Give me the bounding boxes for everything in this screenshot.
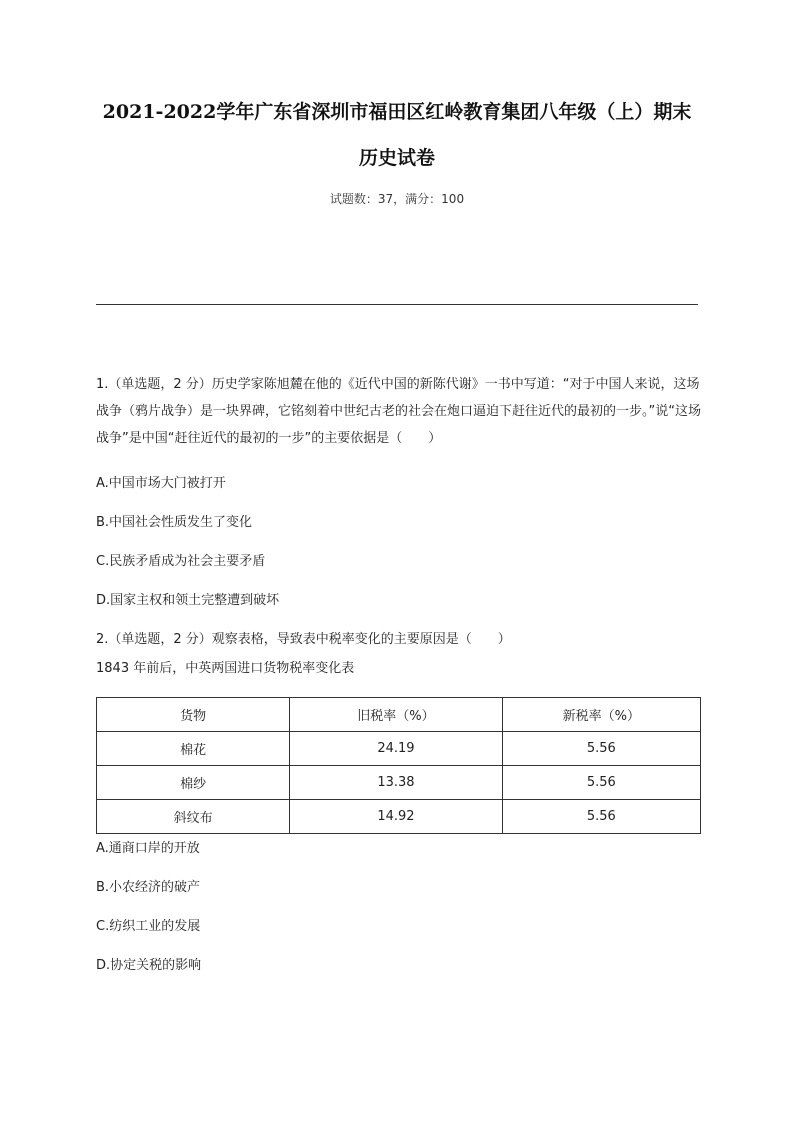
question-2-option-b[interactable]: B.小农经济的破产 — [96, 880, 201, 895]
question-2-option-c[interactable]: C.纺织工业的发展 — [96, 919, 201, 934]
table-cell: 13.38 — [290, 766, 502, 800]
question-2-option-d[interactable]: D.协定关税的影响 — [96, 958, 202, 973]
exam-title-line1: 2021-2022学年广东省深圳市福田区红岭教育集团八年级（上）期末 — [102, 101, 692, 123]
question-1-option-a[interactable]: A.中国市场大门被打开 — [96, 476, 226, 491]
table-header-cell: 货物 — [97, 698, 290, 732]
tax-rate-table — [96, 697, 701, 834]
table-cell: 5.56 — [502, 800, 700, 834]
table-cell: 14.92 — [290, 800, 502, 834]
table-header-cell: 新税率（%） — [502, 698, 700, 732]
exam-meta: 试题数：37，满分：100 — [329, 192, 465, 206]
question-1-option-b[interactable]: B.中国社会性质发生了变化 — [96, 515, 253, 530]
table-row — [97, 766, 701, 800]
question-1-option-d[interactable]: D.国家主权和领土完整遭到破坏 — [96, 593, 280, 608]
question-1-option-c[interactable]: C.民族矛盾成为社会主要矛盾 — [96, 554, 266, 569]
question-1-text: 1.（单选题，2 分）历史学家陈旭麓在他的《近代中国的新陈代谢》一书中写道：“对于中国人来说，这场战争（鸦片战争）是一块界碑，它铭刻着中世纪古老的社会在炮口逼迫下赶往近代的最初的一步。”说“这场战争”是中国“赶往近代的最初的一步”的主要依据是（ ） — [96, 377, 701, 446]
table-cell: 24.19 — [290, 732, 502, 766]
table-caption: 1843 年前后，中英两国进口货物税率变化表 — [96, 661, 355, 676]
exam-title-line2: 历史试卷 — [358, 147, 435, 169]
divider — [96, 304, 698, 305]
table-row — [97, 800, 701, 834]
table-header-row — [97, 698, 701, 732]
table-cell: 5.56 — [502, 766, 700, 800]
table-cell: 5.56 — [502, 732, 700, 766]
table-cell: 棉纱 — [97, 766, 290, 800]
question-2-text: 2.（单选题，2 分）观察表格，导致表中税率变化的主要原因是（ ） — [96, 632, 511, 647]
table-row — [97, 732, 701, 766]
table-cell: 棉花 — [97, 732, 290, 766]
table-header-cell: 旧税率（%） — [290, 698, 502, 732]
table-cell: 斜纹布 — [97, 800, 290, 834]
question-2-option-a[interactable]: A.通商口岸的开放 — [96, 841, 200, 856]
